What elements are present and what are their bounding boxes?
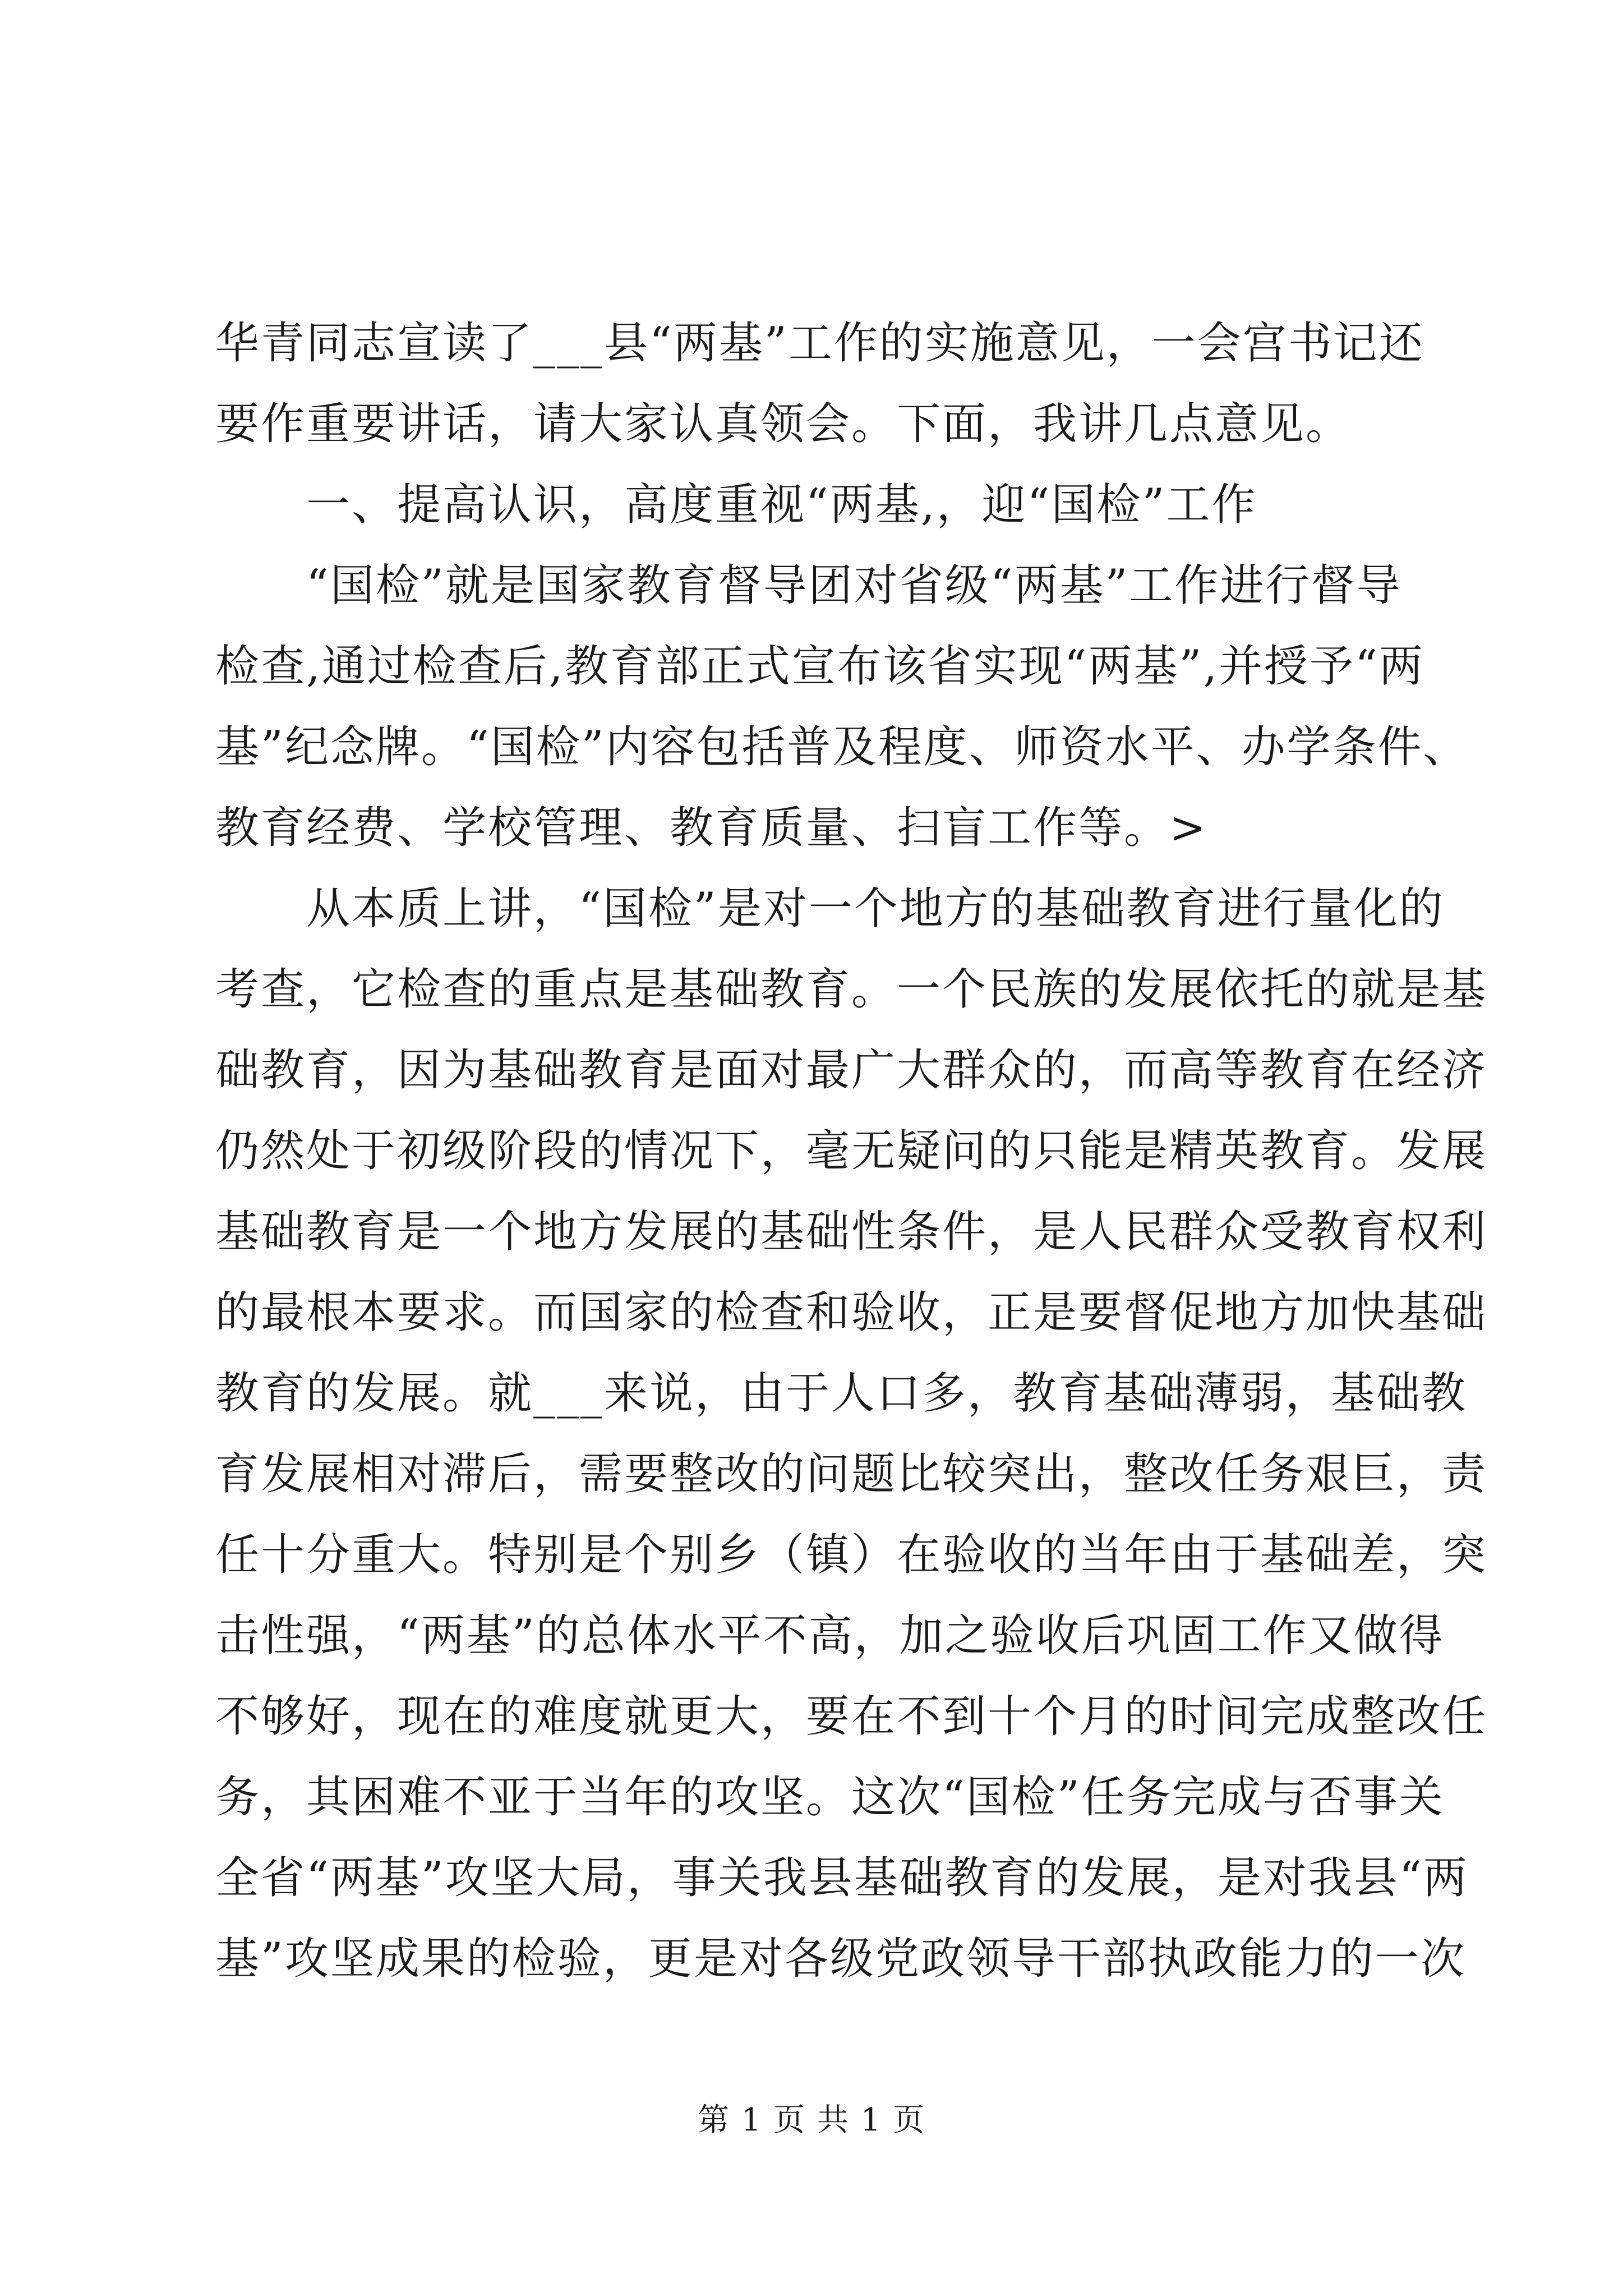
page-number-footer: 第 1 页 共 1 页 xyxy=(697,2102,926,2138)
text-line: 任十分重大。特别是个别乡（镇）在验收的当年由于基础差，突 xyxy=(215,1530,1488,1580)
text-line: 育发展相对滞后，需要整改的问题比较突出，整改任务艰巨，责 xyxy=(215,1449,1488,1499)
text-line: 的最根本要求。而国家的检查和验收，正是要督促地方加快基础 xyxy=(215,1287,1488,1338)
text-line: 务，其困难不亚于当年的攻坚。这次“国检”任务完成与否事关 xyxy=(215,1772,1445,1823)
text-line: 基”纪念牌。“国检”内容包括普及程度、师资水平、办学条件、 xyxy=(215,722,1469,772)
text-line: 从本质上讲，“国检”是对一个地方的基础教育进行量化的 xyxy=(215,884,1445,934)
text-line: 仍然处于初级阶段的情况下，毫无疑问的只能是精英教育。发展 xyxy=(215,1126,1488,1176)
text-line: 基”攻坚成果的检验，更是对各级党政领导干部执政能力的一次 xyxy=(215,1934,1466,1984)
text-line: 击性强，“两基”的总体水平不高，加之验收后巩固工作又做得 xyxy=(215,1611,1445,1661)
text-line: 要作重要讲话，请大家认真领会。下面，我讲几点意见。 xyxy=(215,399,1352,449)
body-text xyxy=(215,303,1488,1999)
text-line: 教育经费、学校管理、教育质量、扫盲工作等。> xyxy=(215,803,1208,853)
text-line: 检查,通过检查后,教育部正式宣布该省实现“两基”,并授予“两 xyxy=(215,641,1425,692)
text-line: 教育的发展。就___来说，由于人口多，教育基础薄弱，基础教 xyxy=(215,1368,1468,1419)
text-line: “国检”就是国家教育督导团对省级“两基”工作进行督导 xyxy=(215,560,1402,611)
text-line: 础教育，因为基础教育是面对最广大群众的，而高等教育在经济 xyxy=(215,1045,1488,1096)
section-heading: 一、提高认识，高度重视“两基,，迎“国检”工作 xyxy=(215,480,1257,530)
text-line: 考查，它检查的重点是基础教育。一个民族的发展依托的就是基 xyxy=(215,964,1488,1015)
text-line: 全省“两基”攻坚大局，事关我县基础教育的发展，是对我县“两 xyxy=(215,1853,1469,1903)
text-line: 华青同志宣读了___县“两基”工作的实施意见，一会宫书记还 xyxy=(215,318,1424,369)
text-line: 基础教育是一个地方发展的基础性条件，是人民群众受教育权利 xyxy=(215,1207,1488,1257)
text-line: 不够好，现在的难度就更大，要在不到十个月的时间完成整改任 xyxy=(215,1691,1488,1742)
